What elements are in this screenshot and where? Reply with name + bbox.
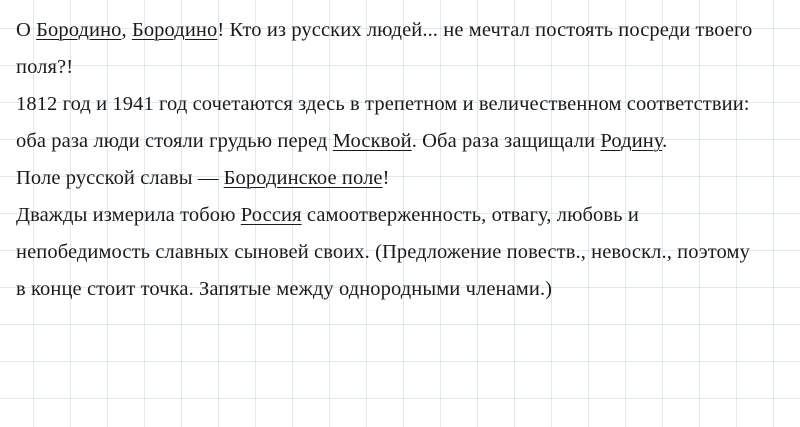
underlined-term: Бородино bbox=[36, 19, 122, 41]
text-run: ! bbox=[382, 167, 390, 189]
underlined-term: Родину bbox=[600, 130, 663, 152]
text-paragraph bbox=[16, 86, 764, 160]
text-paragraph bbox=[16, 12, 764, 86]
underlined-term: Москвой bbox=[332, 130, 412, 152]
document-text-body bbox=[16, 12, 764, 308]
underlined-term: Россия bbox=[240, 204, 302, 226]
text-run: Поле русской славы — bbox=[16, 167, 224, 189]
text-run: 1812 год и 1941 год сочетаются здесь в трепетном и величественном соответствии: оба раза люди стояли грудью перед bbox=[16, 93, 750, 152]
text-paragraph bbox=[16, 160, 764, 197]
text-run: , bbox=[121, 19, 132, 41]
text-run: самоотверженность, отвагу, любовь и непобедимость славных сыновей своих. (Предложение повеств., невоскл., поэтому в конце стоит точка. Запятые между однородными членами.) bbox=[16, 204, 750, 300]
text-run: . bbox=[662, 130, 668, 152]
text-paragraph bbox=[16, 197, 764, 308]
underlined-term: Бородинское поле bbox=[223, 167, 383, 189]
text-run: . Оба раза защищали bbox=[411, 130, 601, 152]
text-run: ! Кто из русских людей... не мечтал постоять посреди твоего поля?! bbox=[16, 19, 753, 78]
text-run: О bbox=[16, 19, 37, 41]
text-run: Дважды измерила тобою bbox=[16, 204, 241, 226]
underlined-term: Бородино bbox=[131, 19, 218, 41]
